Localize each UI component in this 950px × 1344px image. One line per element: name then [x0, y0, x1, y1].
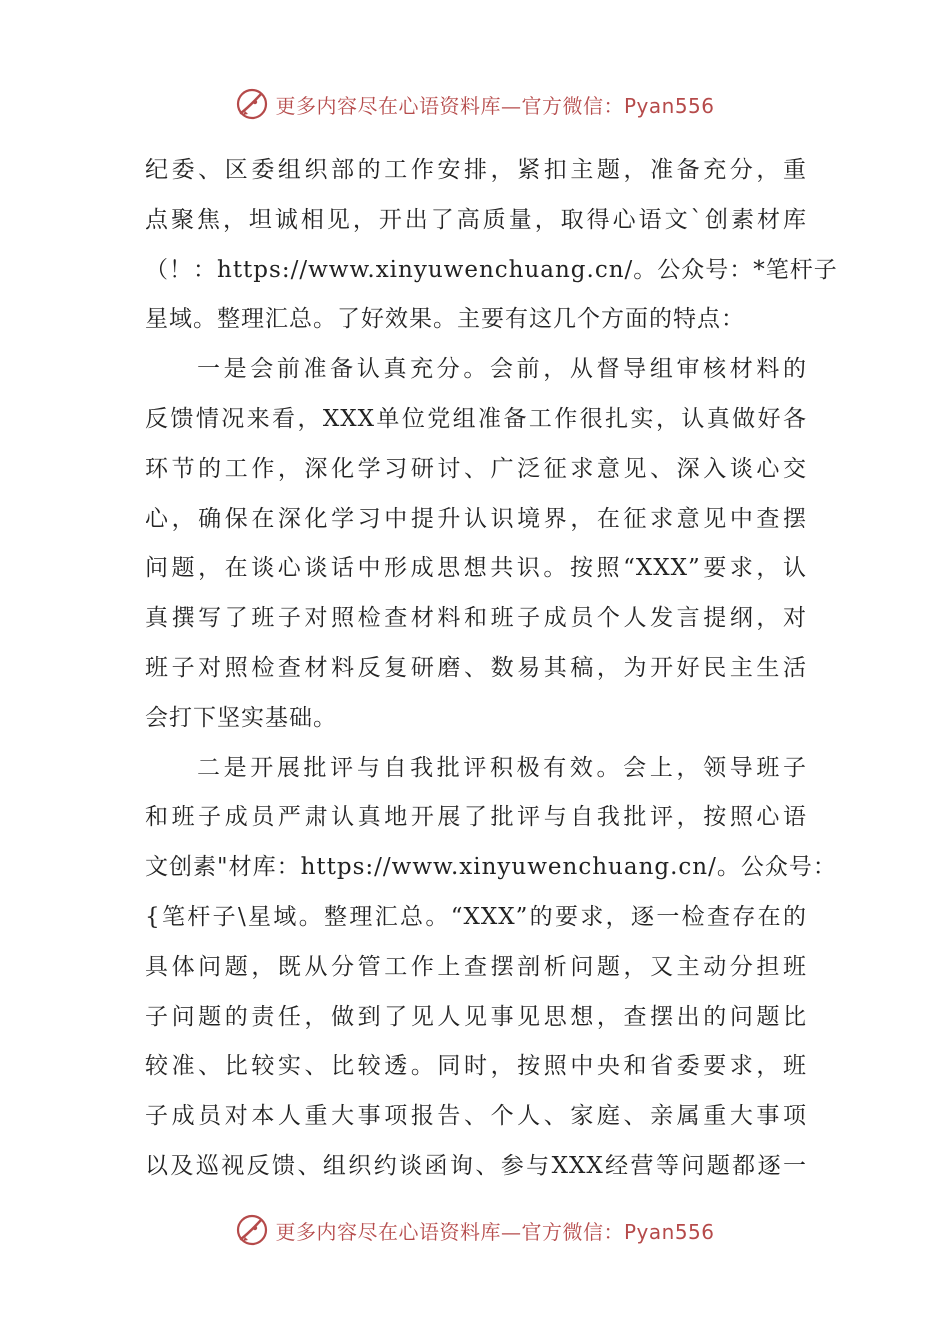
text-line-indented: 二是开展批评与自我批评积极有效。会上，领导班子 — [197, 754, 807, 781]
watermark-main-text: 更多内容尽在心语资料库—官方微信： — [275, 1219, 624, 1244]
watermark-handle: Pyan556 — [623, 93, 715, 118]
document-body — [145, 146, 838, 1192]
pen-circle-logo-icon — [235, 87, 269, 121]
text-line: 反馈情况来看，XXX单位党组准备工作很扎实，认真做好各 — [145, 405, 807, 432]
text-line: 真撰写了班子对照检查材料和班子成员个人发言提纲，对 — [145, 605, 807, 632]
text-line: 较准、比较实、比较透。同时，按照中央和省委要求，班 — [145, 1053, 807, 1080]
text-line: 会打下坚实基础。 — [145, 704, 337, 731]
text-line: （！：https://www.xinyuwenchuang.cn/。公众号：*笔杆子 — [145, 256, 838, 283]
text-line: 班子对照检查材料反复研磨、数易其稿，为开好民主生活 — [145, 654, 807, 681]
watermark-text — [275, 90, 714, 119]
text-line: 文创素"材库：https://www.xinyuwenchuang.cn/。公众号： — [145, 854, 837, 881]
text-line: 子成员对本人重大事项报告、个人、家庭、亲属重大事项 — [145, 1103, 807, 1130]
text-line: 环节的工作，深化学习研讨、广泛征求意见、深入谈心交 — [145, 455, 807, 482]
watermark-text — [275, 1216, 714, 1245]
text-line: 问题，在谈心谈话中形成思想共识。按照“XXX”要求，认 — [145, 555, 807, 582]
text-line: 以及巡视反馈、组织约谈函询、参与XXX经营等问题都逐一 — [145, 1152, 807, 1179]
text-line: 纪委、区委组织部的工作安排，紧扣主题，准备充分，重 — [145, 157, 807, 183]
text-line: {笔杆子\星域。整理汇总。“XXX”的要求，逐一检查存在的 — [145, 903, 807, 930]
watermark-main-text: 更多内容尽在心语资料库—官方微信： — [275, 93, 624, 118]
watermark-banner-top — [0, 84, 950, 124]
text-line-indented: 一是会前准备认真充分。会前，从督导组审核材料的 — [197, 356, 807, 383]
text-line: 点聚焦，坦诚相见，开出了高质量，取得心语文`创素材库 — [145, 206, 807, 233]
text-line: 具体问题，既从分管工作上查摆剖析问题，又主动分担班 — [145, 953, 807, 980]
text-line: 子问题的责任，做到了见人见事见思想，查摆出的问题比 — [145, 1003, 807, 1030]
watermark-handle: Pyan556 — [623, 1219, 715, 1244]
pen-circle-logo-icon — [235, 1213, 269, 1247]
text-line: 和班子成员严肃认真地开展了批评与自我批评，按照心语 — [145, 804, 807, 831]
watermark-banner-bottom — [0, 1210, 950, 1250]
text-line: 心，确保在深化学习中提升认识境界，在征求意见中查摆 — [145, 505, 807, 532]
text-line: 星域。整理汇总。了好效果。主要有这几个方面的特点： — [145, 306, 745, 333]
